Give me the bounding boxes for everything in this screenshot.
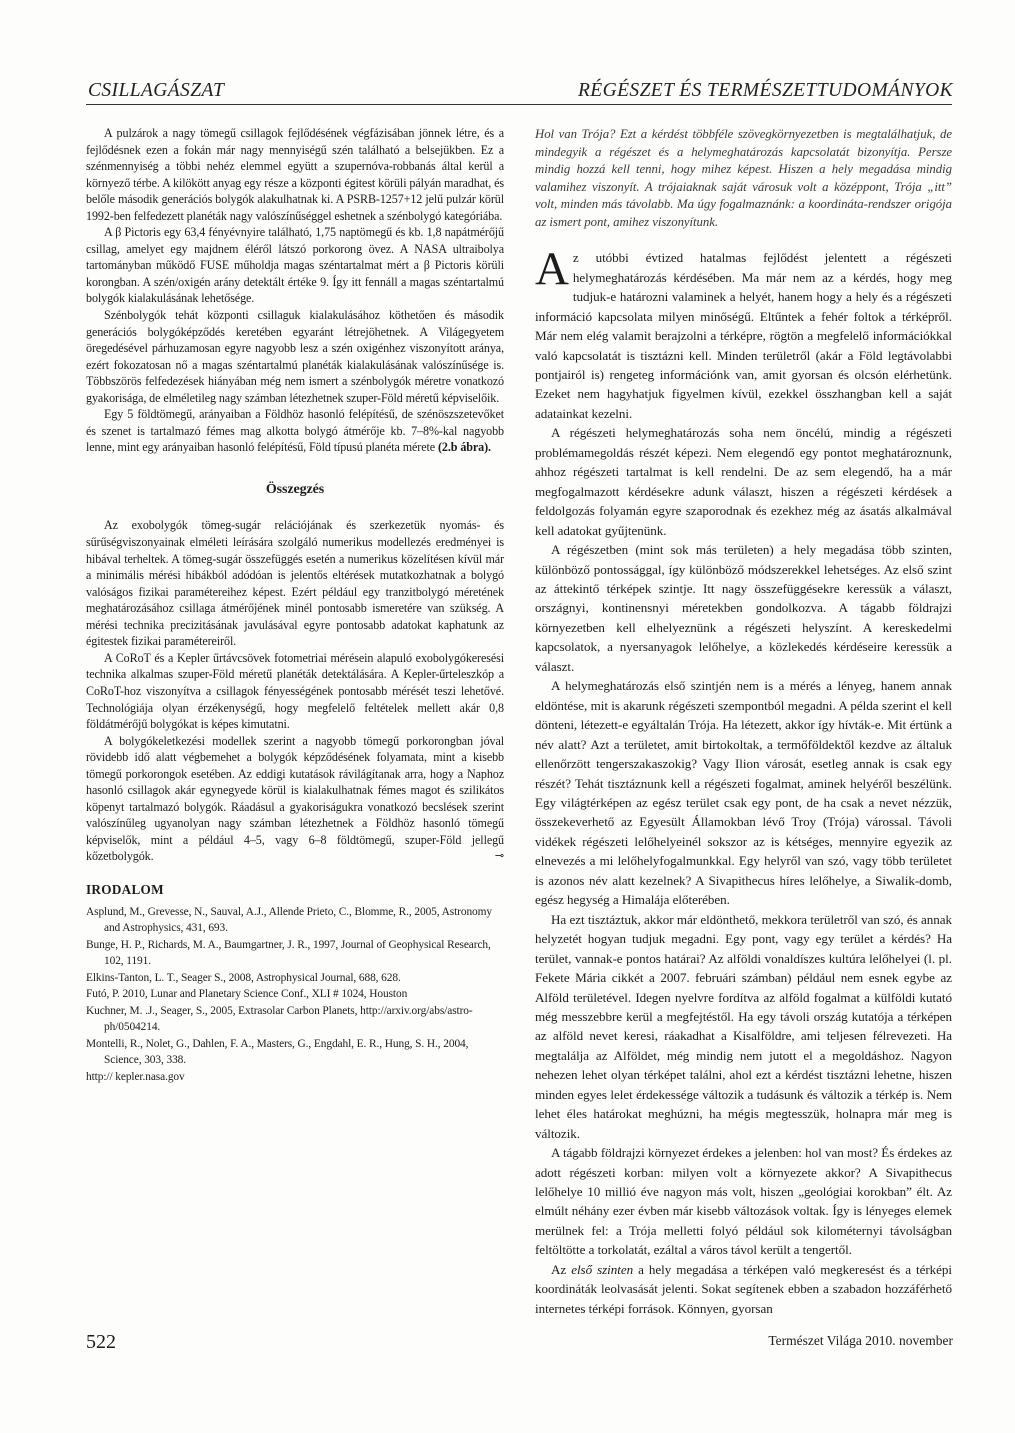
page-number: 522	[86, 1331, 116, 1353]
drop-cap: A	[535, 243, 569, 296]
paragraph: A CoRoT és a Kepler űrtávcsövek fotometriai mérésein alapuló exobolygókeresési technika alkalmas szuper-Föld méretű planéták detektálására. A Kepler-űrteleszkóp a CoRoT-hoz viszonyítva a csillagok fényességének pontosabb mérését teszi lehetővé. Technológiája olyan érzékenységű, hogy megfelelő feltételek mellett akár 0,8 földátmérőjű bolygókat is képes kimutatni.	[86, 650, 504, 732]
paragraph: A pulzárok a nagy tömegű csillagok fejlődésének végfázisában jönnek létre, és a fejlődésnek ezen a fokán már nagy mennyiségű szén található a belsejükben. Ez a szénmennyiség a többi nehéz elemmel együtt a szupernóva-robbanás által kerül a környező térbe. A kilökött anyag egy része a központi égitest körüli pályán maradhat, és belőle második generációs bolygók alakulhatnak ki. A PSRB-1257+12 jelű pulzár körül 1992-ben felfedezett planéták nagy valószínűséggel eshetnek a szénbolygó kategóriába.	[86, 126, 504, 223]
left-column	[86, 125, 504, 1086]
paragraph: A tágabb földrajzi környezet érdekes a jelenben: hol van most? És érdekes az adott régészeti korban: milyen volt a környezete akkor? A Sivapithecus lelőhelye 10 millió éve nagyon más volt, hiszen „geológiai korokban” élt. Az elmúlt néhány ezer évben már kisebb változások voltak. Így is lényeges elemek merülnek fel: a Trója melletti folyó például sok kilométernyi távolságban feltöltötte a torkolatát, ezáltal a város távol került a tengertől.	[535, 1145, 952, 1258]
end-of-article-mark: ⊸	[494, 850, 504, 863]
paragraph	[535, 243, 952, 423]
section-title-right: RÉGÉSZET ÉS TERMÉSZETTUDOMÁNYOK	[578, 80, 953, 101]
reference-item: Asplund, M., Grevesse, N., Sauval, A.J., Allende Prieto, C., Blomme, R., 2005, Astronomy and Astrophysics, 431, 693.	[86, 905, 492, 935]
publication-footer: Természet Világa 2010. november	[768, 1333, 953, 1348]
paragraph: A régészeti helymeghatározás soha nem öncélú, mindig a régészeti problémamegoldás részét képezi. Nem elegendő egy pontot meghatároznunk, ahhoz régészeti tartalmat is kell rendelni. De az sem elegendő, ha a már megfogalmazott kérdésekre adunk választ, hiszen a régészeti kérdések a feldolgozás folyamán egyre szaporodnak és ezekhez még az ásatás alkalmával kell adatokat gyűjtenünk.	[535, 425, 952, 538]
paragraph: Az exobolygók tömeg-sugár relációjának és szerkezetük nyomás- és sűrűségviszonyainak elméleti leírására szolgáló numerikus modellezés eredményei is hibával terheltek. A tömeg-sugár összefüggés esetén a numerikus közelítésen kívül már a minimális mérési hibákból adódóan is jelentős eltérések mutatkozhatnak a bolygó valóságos fizikai paramétereihez képest. Ezért például egy tranzitbolygó méretének meghatározásához csillaga átmérőjének minél pontosabb ismeretére van szükség. A mérési technika precizitásának javulásával egyre pontosabb adatokat kaphatunk az égitestek fizikai paramétereiről.	[86, 518, 504, 649]
paragraph-text: z utóbbi évtized hatalmas fejlődést jelentett a régészeti helymeghatározás kérdésében. Ma már nem az a kérdés, hogy meg tudjuk-e határozni valaminek a helyét, hanem hogy a hely és a régészeti információ kapcsolata milyen minőségű. Eltűntek a fehér foltok a térképről. Már nem elég valamit berajzolni a térképre, rögtön a megfelelő információkkal való kapcsolatát is tisztázni kell. Minden területről (akár a Föld legtávolabbi pontjairól is) rengeteg információnk van, amit gyorsan és olcsón elérhetünk. Ezeket nem hagyhatjuk figyelmen kívül, ezekkel összhangban kell a saját adatainkat kezelni.	[535, 250, 952, 421]
section-title-left: CSILLAGÁSZAT	[88, 80, 225, 101]
references-heading: IRODALOM	[86, 881, 164, 897]
paragraph-text: Az	[551, 1261, 572, 1277]
paragraph-text: Egy 5 földtömegű, arányaiban a Földhöz hasonló felépítésű, de szénöszszetevőket és szenet is tartalmazó fémes mag alkotta bolygó átmérője kb. 7–8%-kal nagyobb lenne, mint egy arányaiban hasonló felépítésű, Föld típusú planéta mérete	[86, 407, 504, 455]
header-rule	[86, 104, 952, 105]
emphasis: első szinten	[571, 1261, 634, 1277]
paragraph-text: a hely megadása a térképen való megkeresést és a térképi koordináták leolvasását jelenti. Sokat segítenek ebben a szabadon hozzáférhető internetes térképi források. Könnyen, gyorsan	[535, 1261, 952, 1316]
paragraph: Ha ezt tisztáztuk, akkor már eldönthető, mekkora területről van szó, és annak helyzetét hogyan tudjuk megadni. Egy pont, vagy egy terület a kérdés? Ha terület, vannak-e pontos határai? Az alföldi vonaldíszes kultúra lelőhelyei (l. pl. Fekete Mária cikkét a 2007. februári számban) például nem esnek egybe az Alföld területével. Idegen nyelvre fordítva az alföld fogalmat a külföldi kutató még messzebbre kerül a megfejtéstől. Ha egy távoli ország kutatója a térképen az alföld nevet keresi, ráakadhat a Kisalföldre, ami teljesen félrevezeti. Ha megtalálja az Alföldet, még mindig nem jutott el a megoldáshoz. Nagyon nehezen lehet olyan térképet találni, ahol ezt a kérdést tisztázni lehetne, hiszen minden egyes lelet érdekessége változik a tudásunk és változik a térkép is. Nem lehet éles határokat meghúzni, ha mégis megtesszük, holnapra már meg is változik.	[535, 911, 952, 1141]
reference-item: Bunge, H. P., Richards, M. A., Baumgartner, J. R., 1997, Journal of Geophysical Research, 102, 1191.	[86, 938, 491, 968]
paragraph: A helymeghatározás első szintjén nem is a mérés a lényeg, hanem annak eldöntése, mit is akarunk régészeti szempontból megadni. A példa szerint el kell dönteni, létezett-e egyáltalán Trója. Ha létezett, akkor így hívták-e. Mit értünk a név alatt? Azt a területet, amit birtokoltak, a termőföldektől kezdve az általuk ellenőrzött tengerszakaszokig? Vagy Ilion városát, esetleg annak is csak egy részét? Tehát tisztáznunk kell a régészeti fogalmat, aminek helyéről beszélünk. Egy világtérképen az egész terület csak egy pont, de ha csak a nevet nézzük, összekeverhető az Egyesült Államokban lévő Troy (Trója) várossal. Távoli vidékek régészeti lelőhelyeinél sokszor az is kétséges, mennyire egyezik az elnevezés a mi lelőhelyfogalmunkkal. Egy helyről van szó, vagy több területet is azonos név alatt kezelnek? A Sivapithecus híres lelőhelye, a Siwalik-domb, egész hegység a Himalája előterében.	[535, 678, 952, 908]
reference-item: Kuchner, M. .J., Seager, S., 2005, Extrasolar Carbon Planets, http://arxiv.org/abs/astro-ph/0504214.	[86, 1004, 473, 1034]
paragraph	[86, 733, 504, 865]
references-list	[86, 904, 504, 1086]
paragraph	[535, 1260, 952, 1318]
reference-item: Montelli, R., Nolet, G., Dahlen, F. A., Masters, G., Engdahl, E. R., Hung, S. H., 2004, Science, 303, 338.	[86, 1037, 469, 1067]
figure-reference: (2.b ábra).	[437, 440, 491, 455]
reference-item: Futó, P. 2010, Lunar and Planetary Science Conf., XLI # 1024, Houston	[86, 988, 408, 1001]
article-lead: Hol van Trója? Ezt a kérdést többféle szövegkörnyezetben is megtalálhatjuk, de mindegyik a régészet és a helymeghatározás kapcsolatát bizonyítja. Persze mindig hozzá kell tenni, hogy mihez képest. Hiszen a hely megadása mindig valamihez viszonyít. A trójaiaknak saját városuk volt a középpont, Trója „itt” volt, minden más távolabb. Ma úgy fogalmaznánk: a koordináta-rendszer origója az ismert pont, amihez viszonyítunk.	[535, 127, 952, 229]
summary-heading: Összegzés	[265, 481, 325, 497]
reference-item: http:// kepler.nasa.gov	[86, 1070, 185, 1083]
paragraph: A β Pictoris egy 63,4 fényévnyire található, 1,75 naptömegű és kb. 1,8 napátmérőjű csillag, amelyet egy majdnem éléről látszó porkorong övez. A NASA ultraibolya tartományban működő FUSE műholdja magas széntartalmat mért a β Pictoris körüli korongban. A szén/oxigén arány detektált értéke 9. Így itt fennáll a magas széntartalmú bolygók kialakulásának lehetősége.	[86, 225, 504, 306]
paragraph	[86, 406, 504, 456]
paragraph-text: A bolygókeletkezési modellek szerint a nagyobb tömegű porkorongban jóval rövidebb idő alatt végbemehet a bolygók képződésének folyamata, mint a kisebb tömegű porkorongok esetében. Az eddigi kutatások rávilágítanak arra, hogy a Naphoz hasonló csillagok akár egynegyede körül is kialakulhatnak fémes magot és szilikátos köpenyt tartalmazó bolygók. Ráadásul a gyakoriságukra vonatkozó becslések szerint valószínűleg ugyanolyan nagy számban létezhetnek a Földhöz hasonló tömegű képviselők, mint a például 4–5, vagy 6–8 földtömegű, szuper-Föld jellegű kőzetbolygók.	[86, 733, 504, 864]
reference-item: Elkins-Tanton, L. T., Seager S., 2008, Astrophysical Journal, 688, 628.	[86, 971, 401, 984]
paragraph: Szénbolygók tehát központi csillaguk kialakulásához köthetően és második generációs bolygóképződés keretében egyaránt létrejöhetnek. A Világegyetem öregedésével párhuzamosan egyre nagyobb lesz a szén oxigénhez viszonyított aránya, ezért fokozatosan nő a magas széntartalmú planéták kialakulásának valószínűsége is. Többszörös felfedezések hiányában még nem ismert a szénbolygók méretre vonatkozó gyakorisága, de elméletileg nagy számban létezhetnek szuper-Föld méretű képviselőik.	[86, 308, 504, 405]
right-column	[535, 126, 952, 1318]
paragraph: A régészetben (mint sok más területen) a hely megadása több szinten, különböző pontossággal, így különböző módszerekkel lehetséges. Az első szint az áttekintő térképek szintje. Itt nagy összefüggésekre keressük a választ, országnyi, kontinensnyi méretekben gondolkozva. A tágabb földrajzi környezetben kell elhelyeznünk a régészeti helyszínt. A kereskedelmi kapcsolatok, a nyersanyagok lelőhelye, a közlekedés kérdéseire keressük a választ.	[535, 542, 952, 674]
